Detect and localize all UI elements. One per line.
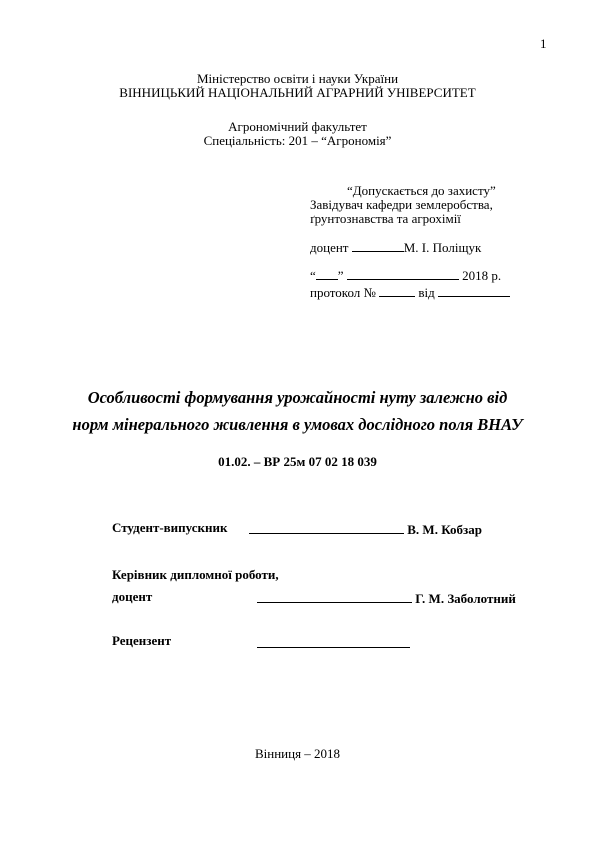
docent-signature-line bbox=[310, 239, 481, 256]
thesis-title-line1: Особливості формування урожайності нуту залежно від bbox=[87, 388, 508, 407]
specialty-line: Спеціальність: 201 – “Агрономія” bbox=[203, 133, 392, 148]
protocol-label: протокол № bbox=[310, 285, 376, 300]
supervisor-label: Керівник дипломної роботи, bbox=[112, 567, 279, 582]
year-text: 2018 р. bbox=[462, 268, 502, 283]
department-head-line1: Завідувач кафедри землеробства, bbox=[310, 197, 493, 212]
department-head-line2: ґрунтознавства та агрохімії bbox=[310, 211, 461, 226]
ministry-name: Міністерство освіти і науки України bbox=[196, 71, 399, 86]
reviewer-signature-line bbox=[257, 635, 410, 652]
day-blank bbox=[316, 267, 338, 280]
faculty-name: Агрономічний факультет bbox=[228, 119, 367, 134]
protocol-number-blank bbox=[379, 284, 415, 297]
month-blank bbox=[347, 267, 459, 280]
protocol-date-blank bbox=[438, 284, 510, 297]
university-name: ВІННИЦЬКИЙ НАЦІОНАЛЬНИЙ АГРАРНИЙ УНІВЕРСИТЕТ bbox=[119, 85, 476, 100]
supervisor-signature-blank bbox=[257, 590, 412, 603]
docent-label: доцент bbox=[310, 240, 349, 255]
page-number: 1 bbox=[540, 36, 547, 51]
reviewer-signature-blank bbox=[257, 635, 410, 648]
thesis-title-line2: норм мінерального живлення в умовах дослідного поля ВНАУ bbox=[72, 415, 523, 434]
supervisor-position: доцент bbox=[112, 589, 153, 604]
signature-blank bbox=[352, 239, 404, 252]
docent-name: М. І. Поліщук bbox=[403, 240, 482, 255]
thesis-code: 01.02. – ВР 25м 07 02 18 039 bbox=[218, 454, 377, 469]
date-line bbox=[310, 267, 501, 284]
from-label: від bbox=[418, 285, 435, 300]
protocol-line bbox=[310, 284, 510, 301]
open-quote: “ bbox=[310, 268, 316, 283]
supervisor-signature-line bbox=[257, 590, 516, 607]
city-year: Вінниця – 2018 bbox=[254, 746, 341, 761]
reviewer-label: Рецензент bbox=[112, 633, 172, 648]
student-signature-blank bbox=[249, 521, 404, 534]
supervisor-name: Г. М. Заболотний bbox=[415, 591, 516, 606]
student-signature-line bbox=[249, 521, 482, 538]
admission-heading: “Допускається до захисту” bbox=[347, 183, 496, 198]
student-label: Студент-випускник bbox=[112, 520, 228, 535]
student-name: В. М. Кобзар bbox=[407, 522, 482, 537]
close-quote: ” bbox=[337, 268, 344, 283]
